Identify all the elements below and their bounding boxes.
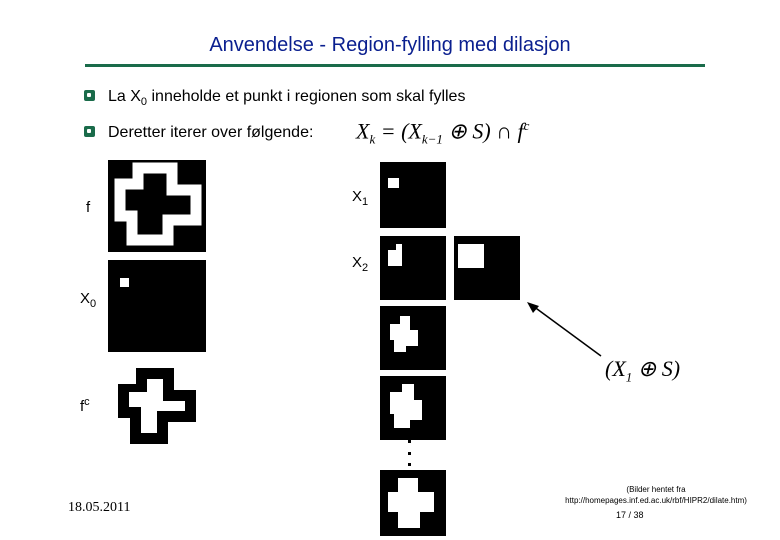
page-number: 17 / 38	[616, 510, 644, 520]
label-x2: $X_2$	[352, 254, 369, 274]
dilation-formula: ($X_1$ ⊕ S)	[605, 356, 681, 385]
image-dilated-x1	[454, 236, 520, 300]
footer-date: 18.05.2011	[68, 500, 131, 515]
label-x1: $X_1$	[352, 188, 369, 208]
slide-title: Anvendelse - Region-fylling med dilasjon	[209, 34, 571, 56]
label-x0: $X_0$	[80, 290, 97, 310]
bullet-icon	[84, 90, 95, 101]
image-f	[108, 160, 206, 252]
image-x3	[380, 306, 446, 370]
image-xk-final	[380, 470, 446, 536]
image-x2	[380, 236, 446, 300]
bullet-icon	[84, 126, 95, 137]
label-f: f	[86, 199, 91, 216]
title-underline	[85, 64, 705, 67]
iteration-formula: $X_k = (X_{k-1}$ ⊕ S) ∩ $f^c$	[356, 118, 530, 147]
bullet-2: Deretter iterer over følgende:	[84, 124, 313, 142]
image-x4	[380, 376, 446, 440]
image-x0	[108, 260, 206, 352]
ellipsis-dots	[406, 440, 412, 466]
arrow-icon	[525, 300, 605, 360]
image-credit: (Bilder hentet fra http://homepages.inf.ed.ac.uk/rbf/HIPR2/dilate.htm)	[565, 485, 747, 505]
label-fc: $f^c$	[80, 396, 90, 415]
image-x1	[380, 162, 446, 228]
image-fc	[108, 358, 206, 458]
bullet-1: La $X_0$ inneholde et punkt i regionen som skal fylles	[84, 88, 465, 108]
